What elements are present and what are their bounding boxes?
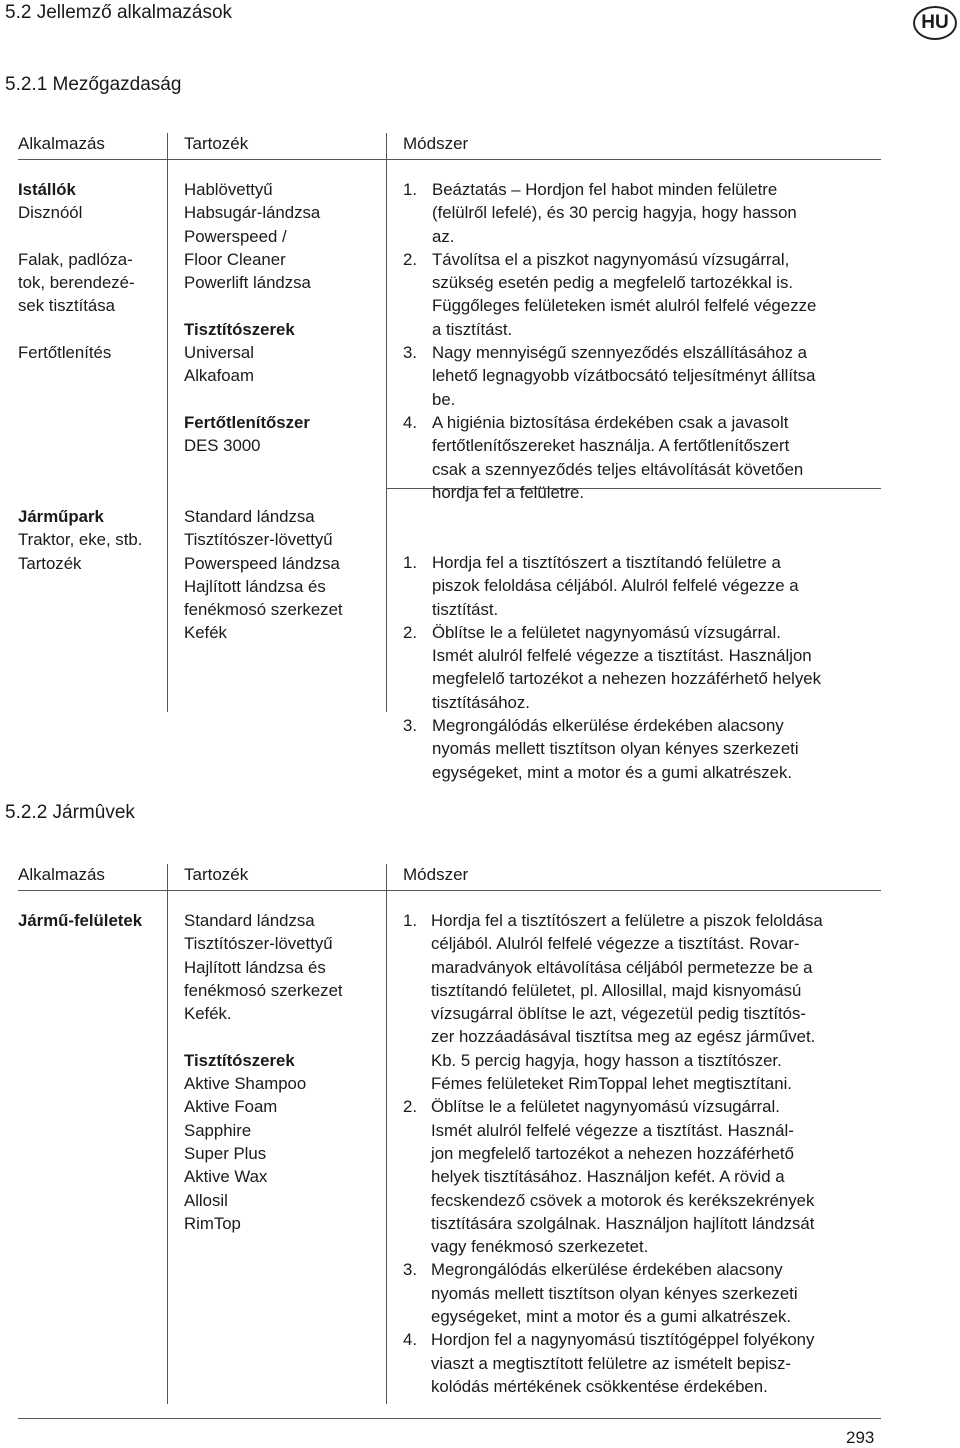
step-line: be. (432, 389, 456, 409)
language-badge: HU (913, 6, 957, 40)
step-line: Hordjon fel a nagynyomású tisztítógéppel folyékony (431, 1330, 815, 1350)
row-fleet-application (18, 505, 142, 575)
application-line: Disznóól (18, 203, 83, 223)
step-line: helyek tisztításához. Használjon kefét. A rövid a (431, 1167, 785, 1187)
step-number: 1. (403, 180, 417, 199)
accessory-line: DES 3000 (184, 436, 261, 456)
column-header-method: Módszer (403, 134, 469, 153)
accessory-line: Powerspeed / (184, 226, 287, 246)
step-line: tisztítandó felületet, pl. Allosillal, majd kisnyomású (431, 980, 802, 1000)
application-line: tok, berendezé- (18, 273, 135, 293)
method-steps (403, 551, 821, 784)
row-stables-application (18, 178, 135, 364)
table2-column-divider-1 (167, 864, 168, 1404)
accessory-line: Floor Cleaner (184, 249, 286, 269)
step-line: viaszt a megtisztított felületre az ismételt bepisz- (431, 1353, 792, 1373)
column-header-accessory: Tartozék (184, 865, 249, 884)
application-line: Tartozék (18, 553, 82, 573)
accessory-line: Tisztítószer-lövettyű (184, 530, 333, 550)
application-line: sek tisztítása (18, 296, 115, 316)
accessory-line: Powerspeed lándzsa (184, 553, 340, 573)
accessory-line: fenékmosó szerkezet (184, 980, 343, 1000)
accessory-line: Standard lándzsa (184, 507, 315, 526)
accessory-line: Sapphire (184, 1120, 252, 1140)
footer-rule (18, 1418, 881, 1419)
row-vehicle-surfaces-accessory (184, 909, 343, 1235)
method-step (403, 551, 821, 621)
accessory-line: Habsugár-lándzsa (184, 203, 321, 223)
step-line: Megrongálódás elkerülése érdekében alacsony (431, 1260, 783, 1280)
step-line: Távolítsa el a piszkot nagynyomású vízsugárral, (432, 249, 790, 269)
step-number: 2. (403, 622, 417, 642)
step-line: lehető legnagyobb vízátbocsátó teljesítményt állítsa (432, 366, 816, 386)
accessory-line: Alkafoam (184, 366, 254, 386)
method-step (403, 909, 823, 1095)
column-header-method: Módszer (403, 865, 469, 884)
step-line: Hordja fel a tisztítószert a felületre a piszok feloldása (431, 911, 823, 930)
accessory-line: RimTop (184, 1213, 241, 1233)
step-line: az. (432, 226, 455, 246)
accessory-line: Hajlított lándzsa és (184, 576, 326, 596)
step-line: zer hozzáadásával tisztítsa meg az egész járművet. (431, 1027, 816, 1047)
step-number: 4. (403, 1330, 417, 1350)
accessory-line: Allosil (184, 1190, 228, 1210)
method-steps (403, 909, 823, 1398)
table1-header-rule (18, 159, 881, 160)
subsection-title-vehicles: 5.2.2 Jármûvek (5, 802, 135, 823)
row-fleet-method (403, 551, 821, 784)
step-number: 3. (403, 716, 417, 736)
step-line: tisztítást. (432, 599, 499, 619)
method-step (403, 411, 816, 504)
accessory-line: Hajlított lándzsa és (184, 957, 326, 977)
application-line: Traktor, eke, stb. (18, 530, 143, 550)
method-step (403, 1328, 823, 1398)
accessory-subheading: Tisztítószerek (184, 1050, 295, 1070)
step-line: egységeket, mint a motor és a gumi alkatrészek. (431, 1307, 792, 1327)
method-step (403, 621, 821, 714)
page-number: 293 (846, 1428, 875, 1447)
method-step (403, 341, 816, 411)
step-line: jon megfelelő tartozékot a nehezen hozzáférhető (431, 1143, 794, 1163)
step-line: kolódás mértékének csökkentése érdekében. (431, 1376, 768, 1396)
method-step (403, 248, 816, 341)
step-line: Beáztatás – Hordjon fel habot minden felületre (432, 180, 778, 199)
step-number: 3. (403, 343, 417, 363)
method-step (403, 1258, 823, 1328)
subsection-title-agriculture: 5.2.1 Mezőgazdaság (5, 74, 182, 95)
table2-header-rule (18, 890, 881, 891)
accessory-line: Aktive Shampoo (184, 1074, 307, 1094)
section-title: 5.2 Jellemző alkalmazások (5, 2, 233, 23)
step-line: Nagy mennyiségű szennyeződés elszállításához a (432, 343, 807, 363)
step-number: 1. (403, 553, 417, 572)
application-title: Istállók (18, 180, 76, 199)
step-number: 4. (403, 412, 417, 432)
accessory-line: Super Plus (184, 1143, 267, 1163)
accessory-line: Kefék. (184, 1004, 232, 1024)
table1-column-divider-2 (386, 133, 387, 712)
column-header-accessory: Tartozék (184, 134, 249, 153)
accessory-line: Powerlift lándzsa (184, 273, 311, 293)
accessory-line: Aktive Wax (184, 1167, 268, 1187)
step-line: Megrongálódás elkerülése érdekében alacsony (432, 716, 784, 736)
step-line: tisztítására szolgálnak. Használjon hajlított lándzsát (431, 1213, 815, 1233)
application-title: Járműpark (18, 507, 104, 526)
accessory-line: Universal (184, 343, 254, 363)
step-line: hordja fel a felületre. (432, 482, 585, 502)
application-title: Jármű-felületek (18, 911, 143, 930)
step-line: A higiénia biztosítása érdekében csak a javasolt (432, 412, 789, 432)
step-line: (felülről lefelé), és 30 percig hagyja, hogy hasson (432, 203, 797, 223)
step-line: Fémes felületeket RimToppal lehet megtisztítani. (431, 1074, 792, 1094)
step-line: maradványok eltávolítása céljából permetezze be a (431, 957, 813, 977)
row-stables-method (403, 178, 816, 504)
accessory-line: Kefék (184, 623, 227, 643)
accessory-line: Hablövettyű (184, 180, 273, 199)
method-steps (403, 178, 816, 504)
row-vehicle-surfaces-application (18, 909, 142, 932)
step-line: Ismét alulról felfelé végezze a tisztítást. Használjon (432, 646, 812, 666)
step-line: egységeket, mint a motor és a gumi alkatrészek. (432, 762, 793, 782)
step-line: tisztításához. (432, 692, 530, 712)
method-step (403, 714, 821, 784)
step-line: megfelelő tartozékot a nehezen hozzáférhető helyek (432, 669, 822, 689)
step-line: Hordja fel a tisztítószert a tisztítandó felületre a (432, 553, 781, 572)
application-line: Fertőtlenítés (18, 343, 112, 363)
step-line: piszok feloldása céljából. Alulról felfelé végezze a (432, 576, 799, 596)
step-line: nyomás mellett tisztítson olyan kényes szerkezeti (432, 739, 799, 759)
step-line: a tisztítást. (432, 319, 513, 339)
table1-column-divider-1 (167, 133, 168, 712)
column-header-application: Alkalmazás (18, 134, 105, 153)
accessory-subheading: Tisztítószerek (184, 319, 295, 339)
step-line: vagy fenékmosó szerkezetet. (431, 1237, 649, 1257)
step-line: Ismét alulról felfelé végezze a tisztítást. Használ- (431, 1120, 794, 1140)
step-number: 3. (403, 1260, 417, 1280)
step-line: fecskendező csövek a motorok és kerékszekrények (431, 1190, 815, 1210)
method-step (403, 178, 816, 248)
accessory-line: fenékmosó szerkezet (184, 600, 343, 620)
step-line: vízsugárral öblítse le azt, végezetül pedig tisztítós- (431, 1004, 806, 1024)
step-number: 2. (403, 1097, 417, 1117)
row-stables-accessory (184, 178, 320, 458)
application-line: Falak, padlóza- (18, 249, 133, 269)
accessory-line: Standard lándzsa (184, 911, 315, 930)
step-number: 2. (403, 249, 417, 269)
method-step (403, 1095, 823, 1258)
step-line: Függőleges felületeken ismét alulról felfelé végezze (432, 296, 817, 316)
step-line: Kb. 5 percig hagyja, hogy hasson a tisztítószer. (431, 1050, 782, 1070)
step-line: szükség esetén pedig a megfelelő tartozékkal is. (432, 273, 794, 293)
step-line: céljából. Alulról felfelé végezze a tisztítást. Rovar- (431, 934, 800, 954)
step-line: csak a szennyeződés teljes eltávolítását követően (432, 459, 804, 479)
step-line: Öblítse le a felületet nagynyomású vízsugárral. (431, 1097, 780, 1117)
step-line: Öblítse le a felületet nagynyomású vízsugárral. (432, 622, 781, 642)
accessory-line: Aktive Foam (184, 1097, 278, 1117)
step-number: 1. (403, 911, 417, 930)
accessory-subheading: Fertőtlenítőszer (184, 412, 310, 432)
accessory-line: Tisztítószer-lövettyű (184, 934, 333, 954)
table2-column-divider-2 (386, 864, 387, 1404)
row-vehicle-surfaces-method (403, 909, 823, 1398)
column-header-application: Alkalmazás (18, 865, 105, 884)
step-line: fertőtlenítőszereket használja. A fertőtlenítőszert (432, 436, 790, 456)
row-fleet-accessory (184, 505, 343, 645)
step-line: nyomás mellett tisztítson olyan kényes szerkezeti (431, 1283, 798, 1303)
